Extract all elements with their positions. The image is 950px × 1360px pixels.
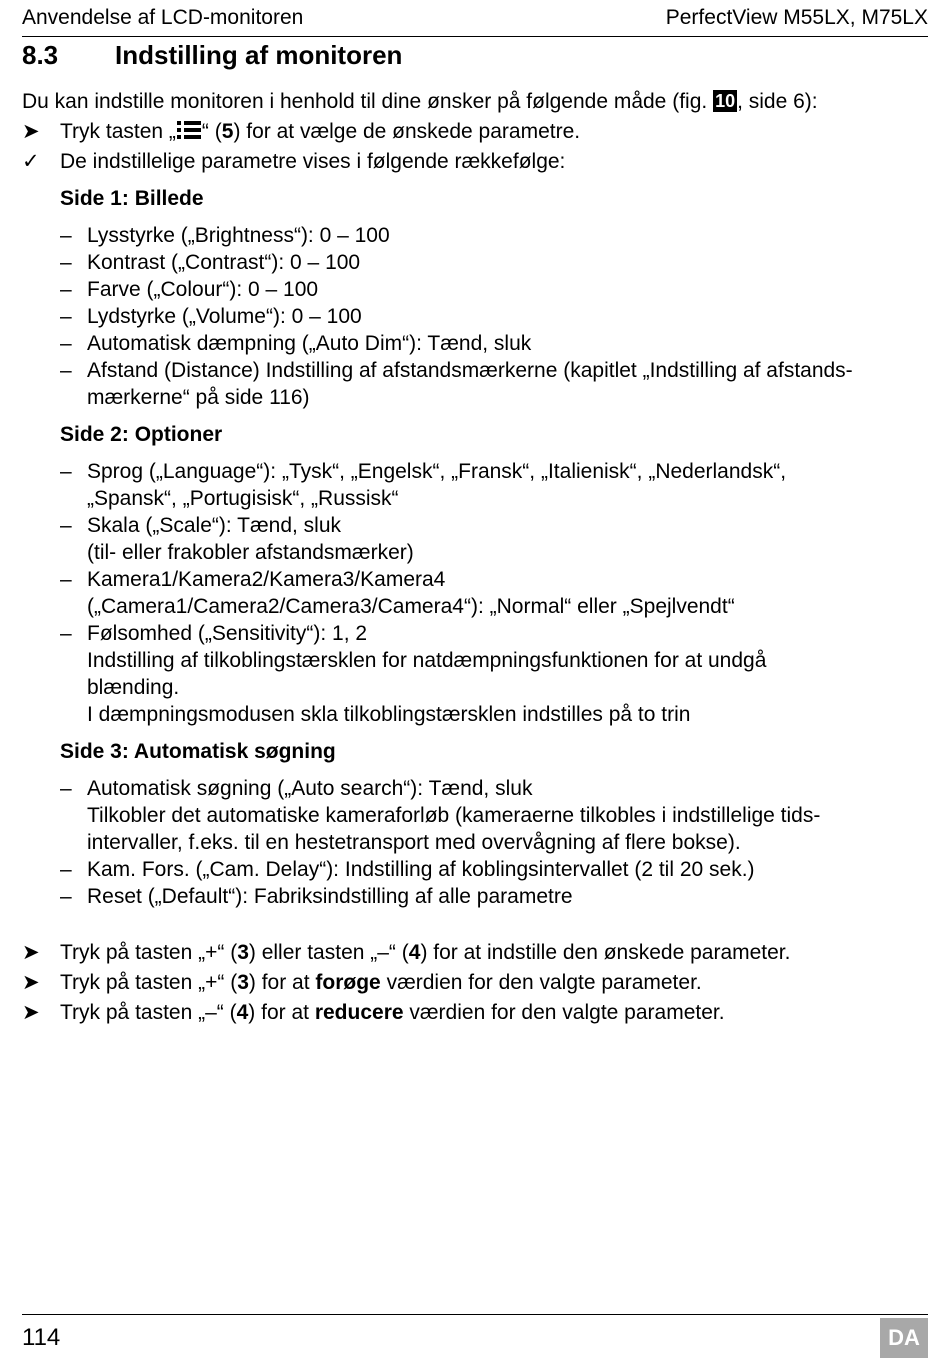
intro-paragraph [22, 88, 928, 115]
step-parameter-order [22, 148, 928, 175]
dash-bullet: – [60, 359, 72, 382]
list-item-text: Farve („Colour“): 0 – 100 [87, 278, 319, 301]
step-text: ) for at vælge de ønskede parametre. [233, 120, 581, 143]
list-item [22, 566, 928, 620]
dash-bullet: – [60, 332, 72, 355]
list-item-text: Kam. Fors. („Cam. Delay“): Indstilling af koblingsintervallet (2 til 20 sek.) [87, 858, 755, 881]
intro-text-end: , side 6): [737, 90, 818, 113]
side2-heading: Side 2: Optioner [60, 423, 223, 446]
language-tab: DA [880, 1318, 928, 1358]
dash-bullet: – [60, 777, 72, 800]
side1-list [22, 222, 928, 411]
step-text: Tryk på tasten „+“ ( [60, 941, 238, 964]
step-text: Tryk på tasten „–“ ( [60, 1001, 237, 1024]
header-product: PerfectView M55LX, M75LX [665, 6, 928, 29]
arrow-bullet-icon: ➤ [22, 120, 40, 143]
list-item [22, 276, 928, 303]
page-content [22, 88, 928, 1026]
step-decrease-value [22, 999, 928, 1026]
step-text: ) for at [248, 971, 316, 994]
list-item [22, 620, 928, 728]
figure-reference: 10 [715, 91, 736, 111]
section-title [22, 40, 402, 71]
arrow-bullet-icon: ➤ [22, 941, 40, 964]
side3-list [22, 775, 928, 910]
section-title-text: Indstilling af monitoren [115, 40, 403, 70]
step-text: Tryk på tasten „+“ ( [60, 971, 238, 994]
step-text: De indstillelige parametre vises i følgende rækkefølge: [60, 150, 566, 173]
list-item-text: Skala („Scale“): Tænd, sluk (til- eller frakobler afstandsmærker) [87, 514, 414, 564]
list-item-text: Sprog („Language“): „Tysk“, „Engelsk“, „Fransk“, „Italienisk“, „Nederlandsk“, „Spansk“, „Portugisisk“, „Russisk“ [87, 460, 787, 510]
menu-list-icon [176, 119, 202, 141]
section-number: 8.3 [22, 40, 59, 70]
step-text: værdien for den valgte parameter. [403, 1001, 725, 1024]
list-item [22, 222, 928, 249]
dash-bullet: – [60, 251, 72, 274]
list-item [22, 303, 928, 330]
emphasis-text: reducere [314, 1001, 404, 1024]
list-item [22, 856, 928, 883]
arrow-bullet-icon: ➤ [22, 1001, 40, 1024]
step-increase-value [22, 969, 928, 996]
side3-heading: Side 3: Automatisk søgning [60, 740, 336, 763]
list-item [22, 458, 928, 512]
list-item [22, 330, 928, 357]
emphasis-text: forøge [315, 971, 381, 994]
step-text: “ ( [201, 120, 222, 143]
dash-bullet: – [60, 568, 72, 591]
side1-heading: Side 1: Billede [60, 187, 204, 210]
key-number: 3 [237, 941, 249, 964]
key-number: 4 [408, 941, 421, 964]
dash-bullet: – [60, 278, 72, 301]
dash-bullet: – [60, 224, 72, 247]
key-number: 4 [236, 1001, 249, 1024]
header-chapter: Anvendelse af LCD-monitoren [22, 6, 304, 29]
list-item [22, 775, 928, 856]
step-select-parameters [22, 118, 928, 145]
list-item-text: Lysstyrke („Brightness“): 0 – 100 [87, 224, 390, 247]
list-item [22, 512, 928, 566]
list-item-text: Kamera1/Kamera2/Kamera3/Kamera4 („Camera1/Camera2/Camera3/Camera4“): „Normal“ eller „Spejlvendt“ [87, 568, 735, 618]
key-number: 3 [237, 971, 249, 994]
key-number: 5 [221, 120, 234, 143]
list-item [22, 357, 928, 411]
dash-bullet: – [60, 858, 72, 881]
dash-bullet: – [60, 622, 72, 645]
list-item [22, 883, 928, 910]
list-item-text: Kontrast („Contrast“): 0 – 100 [87, 251, 361, 274]
list-item-text: Reset („Default“): Fabriksindstilling af alle parametre [87, 885, 573, 908]
list-item [22, 249, 928, 276]
step-text: ) for at indstille den ønskede parameter. [420, 941, 791, 964]
dash-bullet: – [60, 885, 72, 908]
arrow-bullet-icon: ➤ [22, 971, 40, 994]
page-number: 114 [22, 1324, 61, 1351]
side2-list [22, 458, 928, 728]
checkmark-icon: ✓ [22, 150, 40, 173]
dash-bullet: – [60, 460, 72, 483]
step-text: ) for at [248, 1001, 315, 1024]
list-item-text: Automatisk dæmpning („Auto Dim“): Tænd, sluk [87, 332, 532, 355]
intro-text: Du kan indstille monitoren i henhold til dine ønsker på følgende måde (fig. [22, 90, 708, 113]
list-item-text: Lydstyrke („Volume“): 0 – 100 [87, 305, 362, 328]
list-item-text: Afstand (Distance) Indstilling af afstandsmærkerne (kapitlet „Indstilling af afstands- mærkerne“ på side 116) [87, 359, 853, 409]
page-header [22, 6, 928, 34]
step-text: Tryk tasten „ [60, 120, 176, 143]
step-text: ) eller tasten „–“ ( [248, 941, 409, 964]
step-text: værdien for den valgte parameter. [380, 971, 702, 994]
dash-bullet: – [60, 514, 72, 537]
step-set-parameter [22, 939, 928, 966]
footer-divider [22, 1314, 928, 1315]
header-divider [22, 36, 928, 37]
list-item-text: Automatisk søgning („Auto search“): Tænd, sluk Tilkobler det automatiske kameraforløb (kameraerne tilkobles i indstillelige tids- intervaller, f.eks. til en hestetransport med overvågning af flere bokse). [87, 777, 821, 854]
dash-bullet: – [60, 305, 72, 328]
list-item-text: Følsomhed („Sensitivity“): 1, 2 Indstilling af tilkoblingstærsklen for natdæmpningsfunktionen for at undgå blænding. I dæmpningsmodusen skla tilkoblingstærsklen indstilles på to trin [87, 622, 767, 726]
